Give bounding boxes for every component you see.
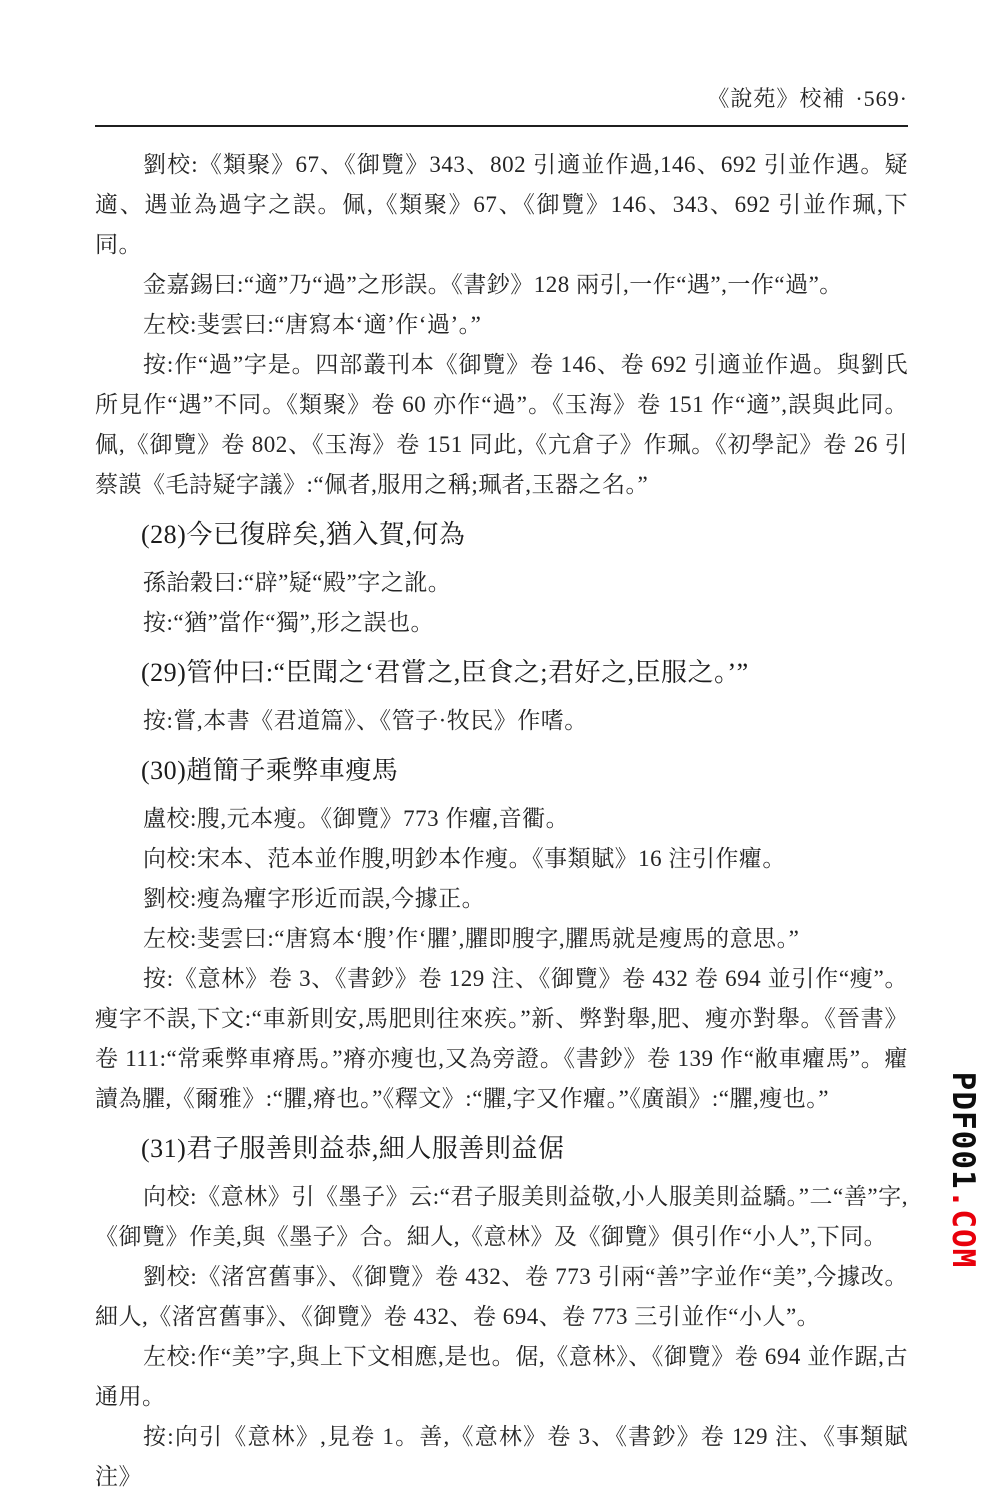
editor-comment-an: 按:作“過”字是。四部叢刊本《御覽》卷 146、卷 692 引適並作過。與劉氏所見作“遇”不同。《類聚》卷 60 亦作“過”。《玉海》卷 151 作“適”,誤與此同。佩,《御覽》卷 802、《玉海》卷 151 同此,《亢倉子》作珮。《初學記》卷 26 引蔡謨《毛詩疑字議》:“佩者,服用之稱;珮者,玉器之名。” [95,352,908,497]
collation-note-xiang: 向校:《意林》引《墨子》云:“君子服美則益敬,小人服美則益驕。”二“善”字,《御覽》作美,與《墨子》合。細人,《意林》及《御覽》俱引作“小人”,下同。 [95,1184,908,1249]
section-heading-31: (31)君子服善則益恭,細人服善則益倨 [141,1134,565,1163]
collation-note-liu: 劉校:瘦為癯字形近而誤,今據正。 [143,886,486,911]
collation-note-zuo: 左校:斐雲曰:“唐寫本‘適’作‘過’。” [143,312,482,337]
body-text [95,145,908,1497]
page-number: ·569· [855,86,908,111]
editor-comment-an: 按:《意林》卷 3、《書鈔》卷 129 注、《御覽》卷 432 卷 694 並引作“瘦”。瘦字不誤,下文:“車新則安,馬肥則往來疾。”新、弊對舉,肥、瘦亦對舉。《晉書》卷 111:“常乘弊車瘠馬。”瘠亦瘦也,又為旁證。《書鈔》卷 139 作“敝車癯馬”。癯讀為臞,《爾雅》:“臞,瘠也。”《釋文》:“臞,字又作癯。”《廣韻》:“臞,瘦也。” [95,966,908,1111]
watermark-text-black: PDF001 [945,1071,981,1190]
collation-note-lu: 盧校:膄,元本瘦。《御覽》773 作癯,音衢。 [143,806,570,831]
collation-note-zuo: 左校:斐雲曰:“唐寫本‘膄’作‘臞’,臞即膄字,臞馬就是瘦馬的意思。” [143,926,800,951]
section-heading-28: (28)今已復辟矣,猶入賀,何為 [141,520,466,549]
collation-note-sunyigu: 孫詒穀曰:“辟”疑“殿”字之訛。 [143,570,452,595]
collation-note-xiang: 向校:宋本、范本並作膄,明鈔本作瘦。《事類賦》16 注引作癯。 [143,846,786,871]
editor-comment-an-truncated: 按:向引《意林》,見卷 1。善,《意林》卷 3、《書鈔》卷 129 注、《事類賦注》 [95,1424,908,1489]
section-heading-30: (30)趙簡子乘弊車瘦馬 [141,756,399,785]
watermark-text-red: .COM [945,1189,981,1269]
collation-note-liu: 劉校:《渚宮舊事》、《御覽》卷 432、卷 773 引兩“善”字並作“美”,今據改。細人,《渚宮舊事》、《御覽》卷 432、卷 694、卷 773 三引並作“小人”。 [95,1264,908,1329]
editor-comment-an: 按:“猶”當作“獨”,形之誤也。 [143,610,434,635]
site-watermark [943,1070,983,1270]
header-rule [95,125,908,127]
editor-comment-an: 按:嘗,本書《君道篇》、《管子·牧民》作嗜。 [143,708,588,733]
running-head [95,84,908,114]
collation-note-liu: 劉校:《類聚》67、《御覽》343、802 引適並作過,146、692 引並作遇。疑適、遇並為過字之誤。佩,《類聚》67、《御覽》146、343、692 引並作珮,下同。 [95,152,908,257]
collation-note-jinjiaxi: 金嘉錫曰:“適”乃“過”之形誤。《書鈔》128 兩引,一作“遇”,一作“過”。 [143,272,843,297]
page-content [95,84,908,1497]
section-heading-29: (29)管仲曰:“臣聞之‘君嘗之,臣食之;君好之,臣服之。’” [141,658,749,687]
running-head-title: 《說苑》校補 [707,86,846,111]
collation-note-zuo: 左校:作“美”字,與上下文相應,是也。倨,《意林》、《御覽》卷 694 並作踞,古通用。 [95,1344,908,1409]
